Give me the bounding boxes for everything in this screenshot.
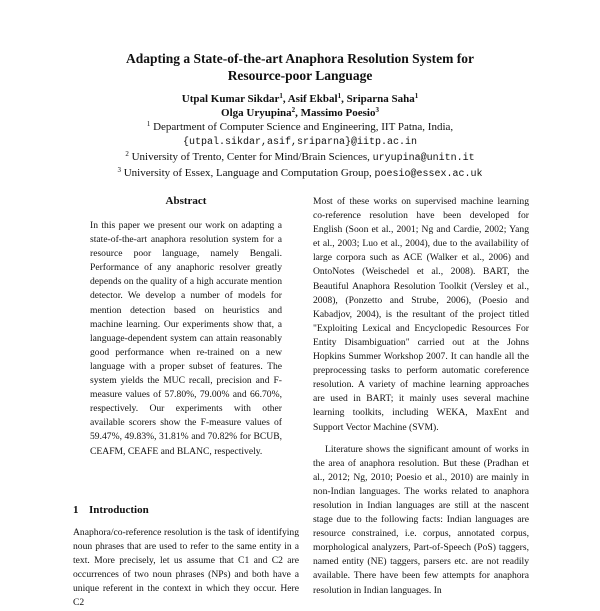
affiliation-1 xyxy=(60,120,540,134)
affiliation-mark: 2 xyxy=(291,106,296,114)
body-paragraph-1: Most of these works on supervised machine learning co-reference resolution have been developed for English (Soon et al., 2001; Ng and Cardie, 2002; Yang et al., 2003; Luo et al., 2004), due to the availability of large corpora such as ACE (Walker et al., 2006) and OntoNotes (Weischedel et al., 2008). BART, the Beautiful Anaphora Resolution Toolkit (Versley et al., 2008), (Ponzetto and Strube, 2006), (Poesio and Kabadjov, 2004), is the resultant of the project titled "Exploiting Lexical and Encyclopedic Resources For Entity Disambiguation" carried out at the Johns Hopkins Summer Workshop 2007. It can handle all the preprocessing tasks to perform automatic coreference resolution. A variety of machine learning approaches are used in BART; it mainly uses several machine learning toolkits, including WEKA, MaxEnt and Support Vector Machine (SVM). xyxy=(313,196,529,433)
author-name: Utpal Kumar Sikdar xyxy=(181,93,280,105)
section-title: Introduction xyxy=(89,504,149,516)
paper-title xyxy=(60,50,540,84)
abstract-heading: Abstract xyxy=(165,195,207,207)
affiliation-text: Department of Computer Science and Engineering, IIT Patna, India, xyxy=(150,121,454,133)
affiliation-mark: 3 xyxy=(375,106,379,114)
author-line-2 xyxy=(60,106,540,120)
author-name: Olga Uryupina xyxy=(221,107,292,119)
email-address: poesio@essex.ac.uk xyxy=(374,169,483,180)
left-column xyxy=(90,195,282,459)
title-line-2: Resource-poor Language xyxy=(227,68,373,83)
affiliation-3 xyxy=(60,166,540,182)
affiliation-2 xyxy=(60,150,540,166)
affiliation-mark: 1 xyxy=(146,120,151,128)
author-line-1 xyxy=(60,92,540,106)
author-block xyxy=(60,92,540,182)
affiliation-1-email xyxy=(60,134,540,150)
affiliation-mark: 2 xyxy=(125,150,129,158)
introduction-body: Anaphora/co-reference resolution is the task of identifying noun phrases that are used to refer to the same entity in a text. More precisely, let us assume that C1 and C2 are occurrences of two noun phrases (NPs) and both have a unique referent in the context in which they occur. Here C2 xyxy=(73,527,299,609)
author-name: , Massimo Poesio xyxy=(295,107,376,119)
affiliation-mark: 3 xyxy=(117,166,121,174)
right-column xyxy=(313,195,529,598)
affiliation-mark: 1 xyxy=(337,92,342,100)
section-heading-introduction xyxy=(73,504,149,516)
author-name: , Asif Ekbal xyxy=(282,93,338,105)
abstract-body: In this paper we present our work on adapting a state-of-the-art anaphora resolution system for a resource poor language, namely Bengali. Performance of any anaphoric resolver greatly depends on the quality of a high accurate mention detector. We develop a number of models for mention detection based on heuristics and machine learning. Our experiments show that, a language-dependent system can attain reasonably good performance when re-trained on a new language with a proper subset of features. The system yields the MUC recall, precision and F-measure values of 57.80%, 79.00% and 66.70%, respectively. Our experiments with other available scorers show the F-measure values of 59.47%, 49.83%, 31.81% and 70.82% for BCUB, CEAFM, CEAFE and BLANC, respectively. xyxy=(90,220,282,457)
body-paragraph-2: Literature shows the significant amount of works in the area of anaphora resolution. But these (Pradhan et al., 2012; Ng, 2010; Poesio et al., 2010) are mainly in non-Indian languages. The works related to anaphora resolution in Indian languages are still at the nascent stage due to the following facts: Indian languages are resource constrained, i.e. corpus, annotated corpus, morphological analyzers, Part-of-Speech (PoS) taggers, named entity (NE) taggers, parsers etc. are not readily available. There have been few attempts for anaphora resolution in Indian languages. In xyxy=(313,443,529,596)
email-address: {utpal.sikdar,asif,sriparna}@iitp.ac.in xyxy=(182,137,418,148)
section-number: 1 xyxy=(73,504,79,516)
affiliation-text: University of Trento, Center for Mind/Brain Sciences, xyxy=(128,151,373,163)
affiliation-text: University of Essex, Language and Computation Group, xyxy=(120,167,375,179)
affiliation-mark: 1 xyxy=(279,92,283,100)
author-name: , Sriparna Saha xyxy=(341,93,415,105)
affiliation-mark: 1 xyxy=(414,92,419,100)
title-line-1: Adapting a State-of-the-art Anaphora Resolution System for xyxy=(126,51,474,66)
email-address: uryupina@unitn.it xyxy=(372,153,475,164)
